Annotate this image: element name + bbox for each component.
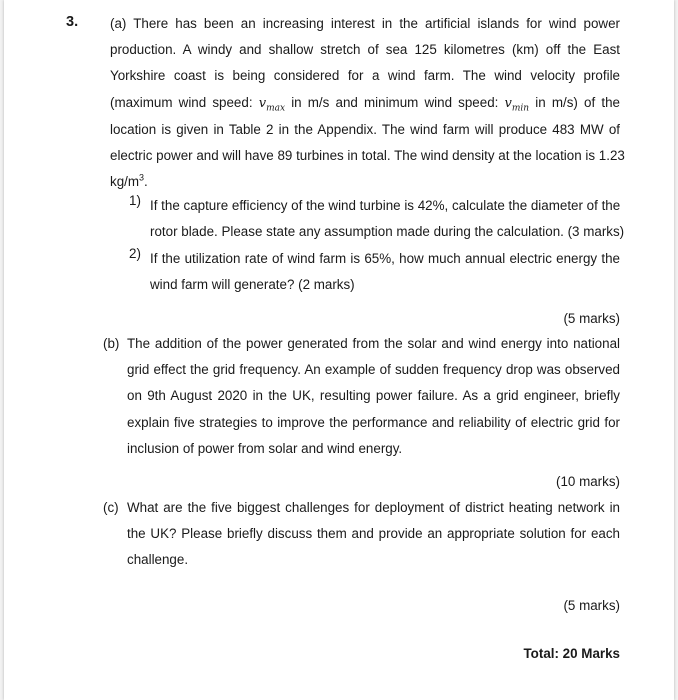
sub-question-2 [150, 246, 620, 298]
part-b-line-2: grid effect the grid frequency. An example of sudden frequency drop was observed [127, 362, 620, 378]
part-a-line-1: (a) There has been an increasing interest in the artificial islands for wind power [110, 16, 620, 31]
part-a-marks: (5 marks) [563, 311, 620, 326]
part-c-marks: (5 marks) [563, 598, 620, 613]
sub-question-1-line-1: If the capture efficiency of the wind turbine is 42%, calculate the diameter of the [150, 198, 621, 213]
part-c-line-2: the UK? Please briefly discuss them and provide an appropriate solution for each [127, 526, 620, 542]
part-b-line-5: inclusion of power from solar and wind energy. [127, 440, 403, 456]
part-a-text [110, 11, 625, 195]
sub-question-1 [150, 193, 625, 245]
part-b-line-3: on 9th August 2020 in the UK, resulting power failure. As a grid engineer, briefly [127, 388, 620, 404]
part-b-text [127, 331, 620, 462]
part-a-line-5: location is given in Table 2 in the Appendix. The wind farm will produce 483 MW of [110, 121, 620, 137]
part-c-line-3: challenge. [127, 552, 189, 568]
part-a-line-2: production. A windy and shallow stretch of sea 125 kilometres (km) off the East [110, 42, 620, 58]
sub-question-1-number: 1) [129, 193, 141, 208]
part-c-line-1: What are the five biggest challenges for deployment of district heating network in [127, 500, 620, 515]
part-b-label: (b) [103, 336, 120, 351]
part-c-text [127, 495, 620, 574]
vmax-symbol: $v_{max}$ [258, 95, 286, 114]
part-a-label: (a) [110, 16, 127, 31]
part-b-line-1: The addition of the power generated from the solar and wind energy into national [127, 336, 620, 351]
part-b-marks: (10 marks) [556, 474, 620, 489]
question-number: 3. [66, 14, 79, 30]
part-c-label: (c) [103, 500, 119, 515]
total-marks: Total: 20 Marks [523, 646, 620, 661]
part-b-line-4: explain five strategies to improve the performance and reliability of electric grid for [127, 414, 620, 430]
sub-question-2-line-2: wind farm will generate? (2 marks) [150, 277, 355, 293]
document-page [4, 0, 674, 700]
sub-question-2-number: 2) [129, 246, 141, 261]
part-a-line-7: $kg/m^3$. [110, 172, 148, 190]
part-a-line-6: electric power and will have 89 turbines in total. The wind density at the location is 1.23 [110, 148, 625, 164]
sub-question-1-line-2: rotor blade. Please state any assumption made during the calculation. (3 marks) [150, 224, 625, 240]
part-a-line-4: (maximum wind speed: $v_{max}$ in m/s and minimum wind speed: $v_{min}$ in m/s) of the [110, 94, 620, 114]
part-a-line-3: Yorkshire coast is being considered for a wind farm. The wind velocity profile [110, 68, 620, 84]
vmin-symbol: $v_{min}$ [504, 95, 530, 114]
sub-question-2-line-1: If the utilization rate of wind farm is 65%, how much annual electric energy the [150, 251, 620, 266]
